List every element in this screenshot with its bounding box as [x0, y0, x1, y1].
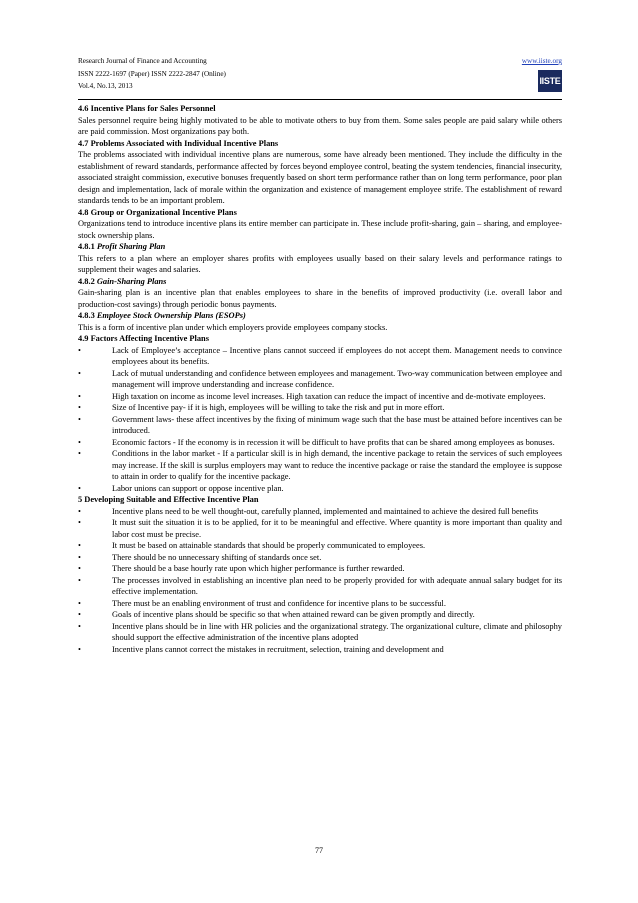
- bullet-icon: •: [78, 518, 81, 527]
- list-item-text: Conditions in the labor market - If a particular skill is in high demand, the incentive package to retain the services of such employees may increase. If the skill is surplus employers may want to reduce the incentive package or raise the standard the employee is suppose to attain in order to qualify for the incentive package.: [112, 449, 562, 481]
- journal-issn: ISSN 2222-1697 (Paper) ISSN 2222-2847 (Online): [78, 69, 226, 78]
- heading-number: 4.8.2: [78, 276, 95, 286]
- heading-4-8-2: [78, 276, 562, 288]
- list-item: [78, 506, 562, 518]
- list-item-text: Size of Incentive pay- if it is high, employees will be willing to take the risk and put in more effort.: [112, 403, 445, 412]
- list-item: [78, 609, 562, 621]
- list-item-text: It must be based on attainable standards that should be properly communicated to employees.: [112, 541, 426, 550]
- heading-title: Employee Stock Ownership Plans (ESOPs): [96, 311, 246, 320]
- list-item: [78, 540, 562, 552]
- list-item-text: There should be no unnecessary shifting of standards once set.: [112, 552, 322, 562]
- list-item: [78, 414, 562, 437]
- bullet-icon: •: [78, 610, 81, 619]
- list-item-text: Incentive plans cannot correct the mistakes in recruitment, selection, training and development and: [112, 644, 444, 654]
- heading-4-6: 4.6 Incentive Plans for Sales Personnel: [78, 104, 216, 113]
- page-header: [78, 55, 562, 99]
- heading-5: 5 Developing Suitable and Effective Incentive Plan: [78, 495, 259, 504]
- factors-list: [78, 345, 562, 495]
- bullet-icon: •: [78, 541, 81, 550]
- list-item-text: There must be an enabling environment of trust and confidence for incentive plans to be successful.: [112, 598, 446, 608]
- page-number: 77: [315, 846, 323, 855]
- list-item-text: Labor unions can support or oppose incentive plan.: [112, 483, 284, 493]
- list-item: [78, 644, 562, 656]
- heading-4-7: 4.7 Problems Associated with Individual Incentive Plans: [78, 138, 279, 148]
- list-item: [78, 448, 562, 483]
- list-item-text: Goals of incentive plans should be specific so that when attained reward can be given promptly and directly.: [112, 610, 475, 619]
- header-rule: [78, 99, 562, 100]
- heading-title: Gain-Sharing Plans: [96, 276, 167, 286]
- list-item-text: Economic factors - If the economy is in recession it will be difficult to have profits that can be shared among employees as bonuses.: [112, 437, 555, 447]
- paragraph-4-7: The problems associated with individual incentive plans are numerous, some have already been mentioned. They include the difficulty in the establishment of reward standards, performance affected by forces beyond employee control, beating the system tendencies, financial insecurity, associated straight commission, executive bonuses frequently based on short term performance rather than on long term performance, poor plan design and implementation, lack of morale within the organization and existence of management employee strife. The establishment of reward standards tends to be an important problem.: [78, 150, 562, 205]
- list-item: [78, 575, 562, 598]
- bullet-icon: •: [78, 644, 81, 654]
- paragraph-4-8-1: This refers to a plan where an employer shares profits with employees usually based on their salary levels and performance ratings to supplement their wages and salaries.: [78, 253, 562, 274]
- list-item: [78, 552, 562, 564]
- list-item: [78, 437, 562, 449]
- list-item-text: Incentive plans should be in line with HR policies and the organizational strategy. The organizational culture, climate and philosophy should support the effective administration of the incentive plans adopted: [112, 621, 562, 642]
- list-item: [78, 368, 562, 391]
- heading-number: 4.8.1: [78, 242, 95, 251]
- journal-url-link[interactable]: www.iiste.org: [521, 57, 562, 65]
- paragraph-4-6: Sales personnel require being highly motivated to be able to motivate others to buy from them. Some sales people are paid salary while others are paid commission. Most organizations pay both.: [78, 115, 562, 136]
- bullet-icon: •: [78, 483, 81, 493]
- list-item: [78, 402, 562, 414]
- list-item: [78, 345, 562, 368]
- list-item-text: The processes involved in establishing an incentive plan need to be properly provided for with adequate annual salary budget for its effective implementation.: [112, 575, 562, 596]
- journal-info: [78, 55, 226, 93]
- paragraph-4-8-2: Gain-sharing plan is an incentive plan that enables employees to share in the benefits of improved productivity (i.e. overall labor and production-cost savings) through periodic bonus payments.: [78, 288, 562, 309]
- bullet-icon: •: [78, 564, 81, 573]
- list-item: [78, 391, 562, 403]
- list-item-text: Incentive plans need to be well thought-out, carefully planned, implemented and maintained to achieve the desired full benefits: [112, 506, 539, 516]
- list-item: [78, 483, 562, 495]
- list-item: [78, 598, 562, 610]
- iiste-logo: IISTE: [538, 70, 562, 92]
- list-item-text: Lack of mutual understanding and confidence between employees and management. Two-way communication between employee and management will improve understanding and increase confidence.: [112, 368, 562, 389]
- bullet-icon: •: [78, 598, 81, 608]
- page-body: [78, 103, 562, 655]
- list-item: [78, 517, 562, 540]
- bullet-icon: •: [78, 575, 81, 585]
- paragraph-4-8: Organizations tend to introduce incentive plans its entire member can participate in. These include profit-sharing, gain – sharing, and employee-stock ownership plans.: [78, 219, 562, 240]
- bullet-icon: •: [78, 506, 81, 516]
- list-item-text: High taxation on income as income level increases. High taxation can reduce the impact of incentive and de-motivate employees.: [112, 391, 546, 401]
- list-item-text: Government laws- these affect incentives by the fixing of minimum wage such that the base must be attained before incentives can be introduced.: [112, 414, 562, 435]
- heading-4-8-3: [78, 310, 562, 322]
- bullet-icon: •: [78, 414, 81, 424]
- bullet-icon: •: [78, 391, 81, 401]
- bullet-icon: •: [78, 552, 81, 562]
- developing-list: [78, 506, 562, 656]
- list-item-text: Lack of Employee’s acceptance – Incentive plans cannot succeed if employees do not accept them. Management needs to convince employees about its benefits.: [112, 345, 562, 366]
- bullet-icon: •: [78, 437, 81, 447]
- bullet-icon: •: [78, 345, 81, 355]
- list-item-text: There should be a base hourly rate upon which higher performance is further rewarded.: [112, 564, 405, 573]
- list-item-text: It must suit the situation it is to be applied, for it to be meaningful and effective. Where quantity is more important than quality and labor cost must be precise.: [112, 518, 562, 539]
- bullet-icon: •: [78, 621, 81, 631]
- heading-4-8: 4.8 Group or Organizational Incentive Plans: [78, 207, 237, 217]
- bullet-icon: •: [78, 368, 81, 378]
- list-item: [78, 563, 562, 575]
- heading-4-8-1: [78, 241, 562, 253]
- list-item: [78, 621, 562, 644]
- heading-4-9: 4.9 Factors Affecting Incentive Plans: [78, 334, 209, 343]
- bullet-icon: •: [78, 403, 81, 412]
- heading-title: Profit Sharing Plan: [96, 242, 166, 251]
- journal-title: Research Journal of Finance and Accounting: [78, 57, 207, 65]
- bullet-icon: •: [78, 449, 81, 458]
- heading-number: 4.8.3: [78, 311, 95, 320]
- journal-volume: Vol.4, No.13, 2013: [78, 82, 133, 90]
- paragraph-4-8-3: This is a form of incentive plan under which employers provide employees company stocks.: [78, 322, 388, 332]
